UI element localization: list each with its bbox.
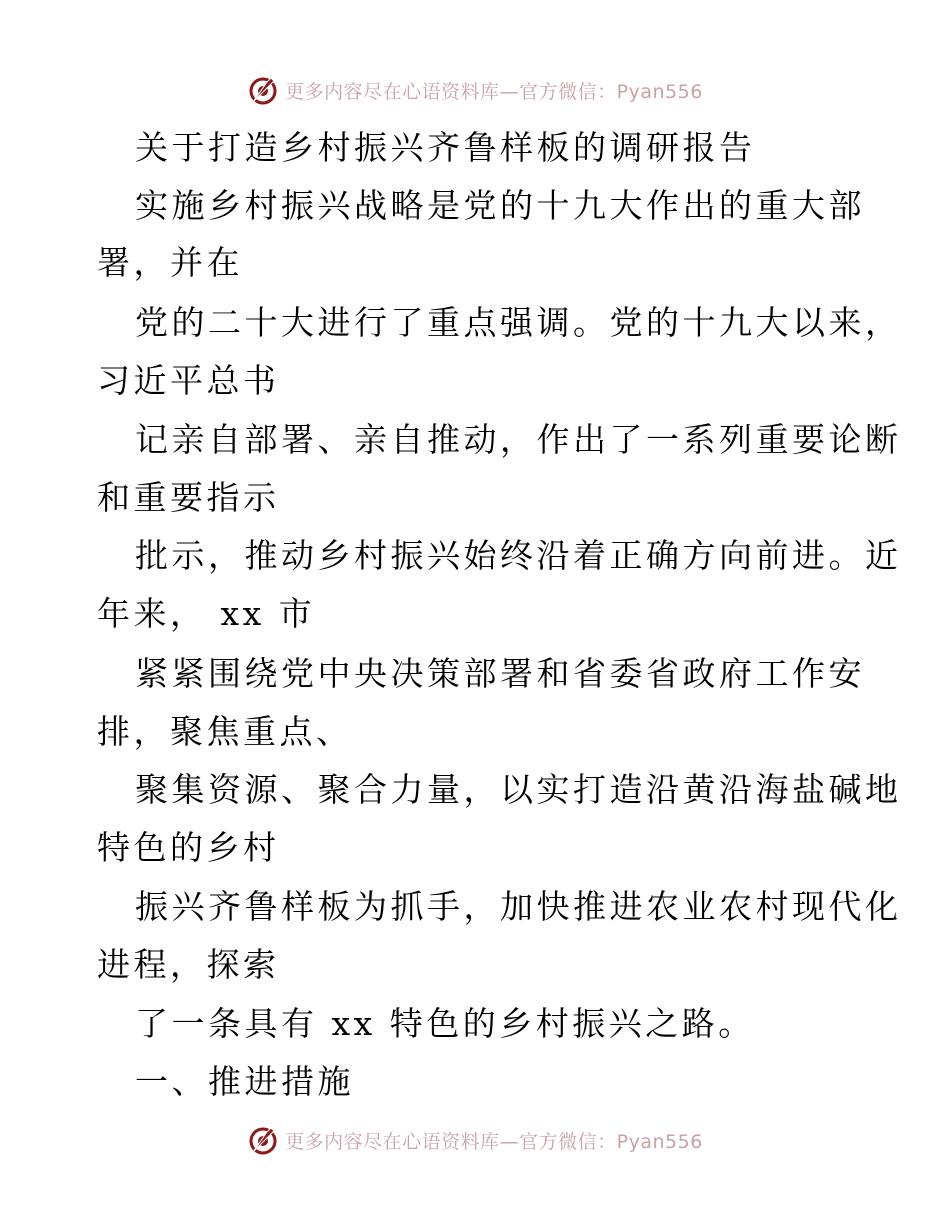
footer-watermark-banner bbox=[0, 1120, 950, 1160]
paragraph-line: 年来， xx 市 bbox=[97, 594, 316, 633]
paragraph-line: 实施乡村振兴战略是党的十九大作出的重大部 bbox=[135, 186, 865, 225]
paragraph-line: 和重要指示 bbox=[97, 478, 280, 517]
pen-circle-logo-icon bbox=[247, 1124, 279, 1156]
paragraph-line: 批示，推动乡村振兴始终沿着正确方向前进。近 bbox=[135, 536, 902, 575]
document-title: 关于打造乡村振兴齐鲁样板的调研报告 bbox=[135, 128, 756, 167]
paragraph-line: 记亲自部署、亲自推动，作出了一系列重要论断 bbox=[135, 420, 902, 459]
header-watermark-text: 更多内容尽在心语资料库—官方微信：Pyan556 bbox=[285, 80, 703, 103]
paragraph-line: 进程，探索 bbox=[97, 945, 280, 984]
paragraph-line: 特色的乡村 bbox=[97, 828, 280, 867]
paragraph-line: 聚集资源、聚合力量，以实打造沿黄沿海盐碱地 bbox=[135, 770, 902, 809]
paragraph-line: 振兴齐鲁样板为抓手，加快推进农业农村现代化 bbox=[135, 887, 902, 926]
section-heading: 一、推进措施 bbox=[135, 1062, 354, 1101]
paragraph-line: 习近平总书 bbox=[97, 361, 280, 400]
paragraph-line: 署，并在 bbox=[97, 243, 243, 282]
paragraph-line: 党的二十大进行了重点强调。党的十九大以来， bbox=[135, 303, 902, 342]
pen-circle-logo-icon bbox=[247, 74, 279, 106]
paragraph-line: 了一条具有 xx 特色的乡村振兴之路。 bbox=[135, 1004, 755, 1043]
paragraph-line: 紧紧围绕党中央决策部署和省委省政府工作安 bbox=[135, 654, 865, 693]
header-watermark-banner bbox=[0, 70, 950, 110]
paragraph-line: 排，聚焦重点、 bbox=[97, 712, 353, 751]
footer-watermark-text: 更多内容尽在心语资料库—官方微信：Pyan556 bbox=[285, 1130, 703, 1153]
